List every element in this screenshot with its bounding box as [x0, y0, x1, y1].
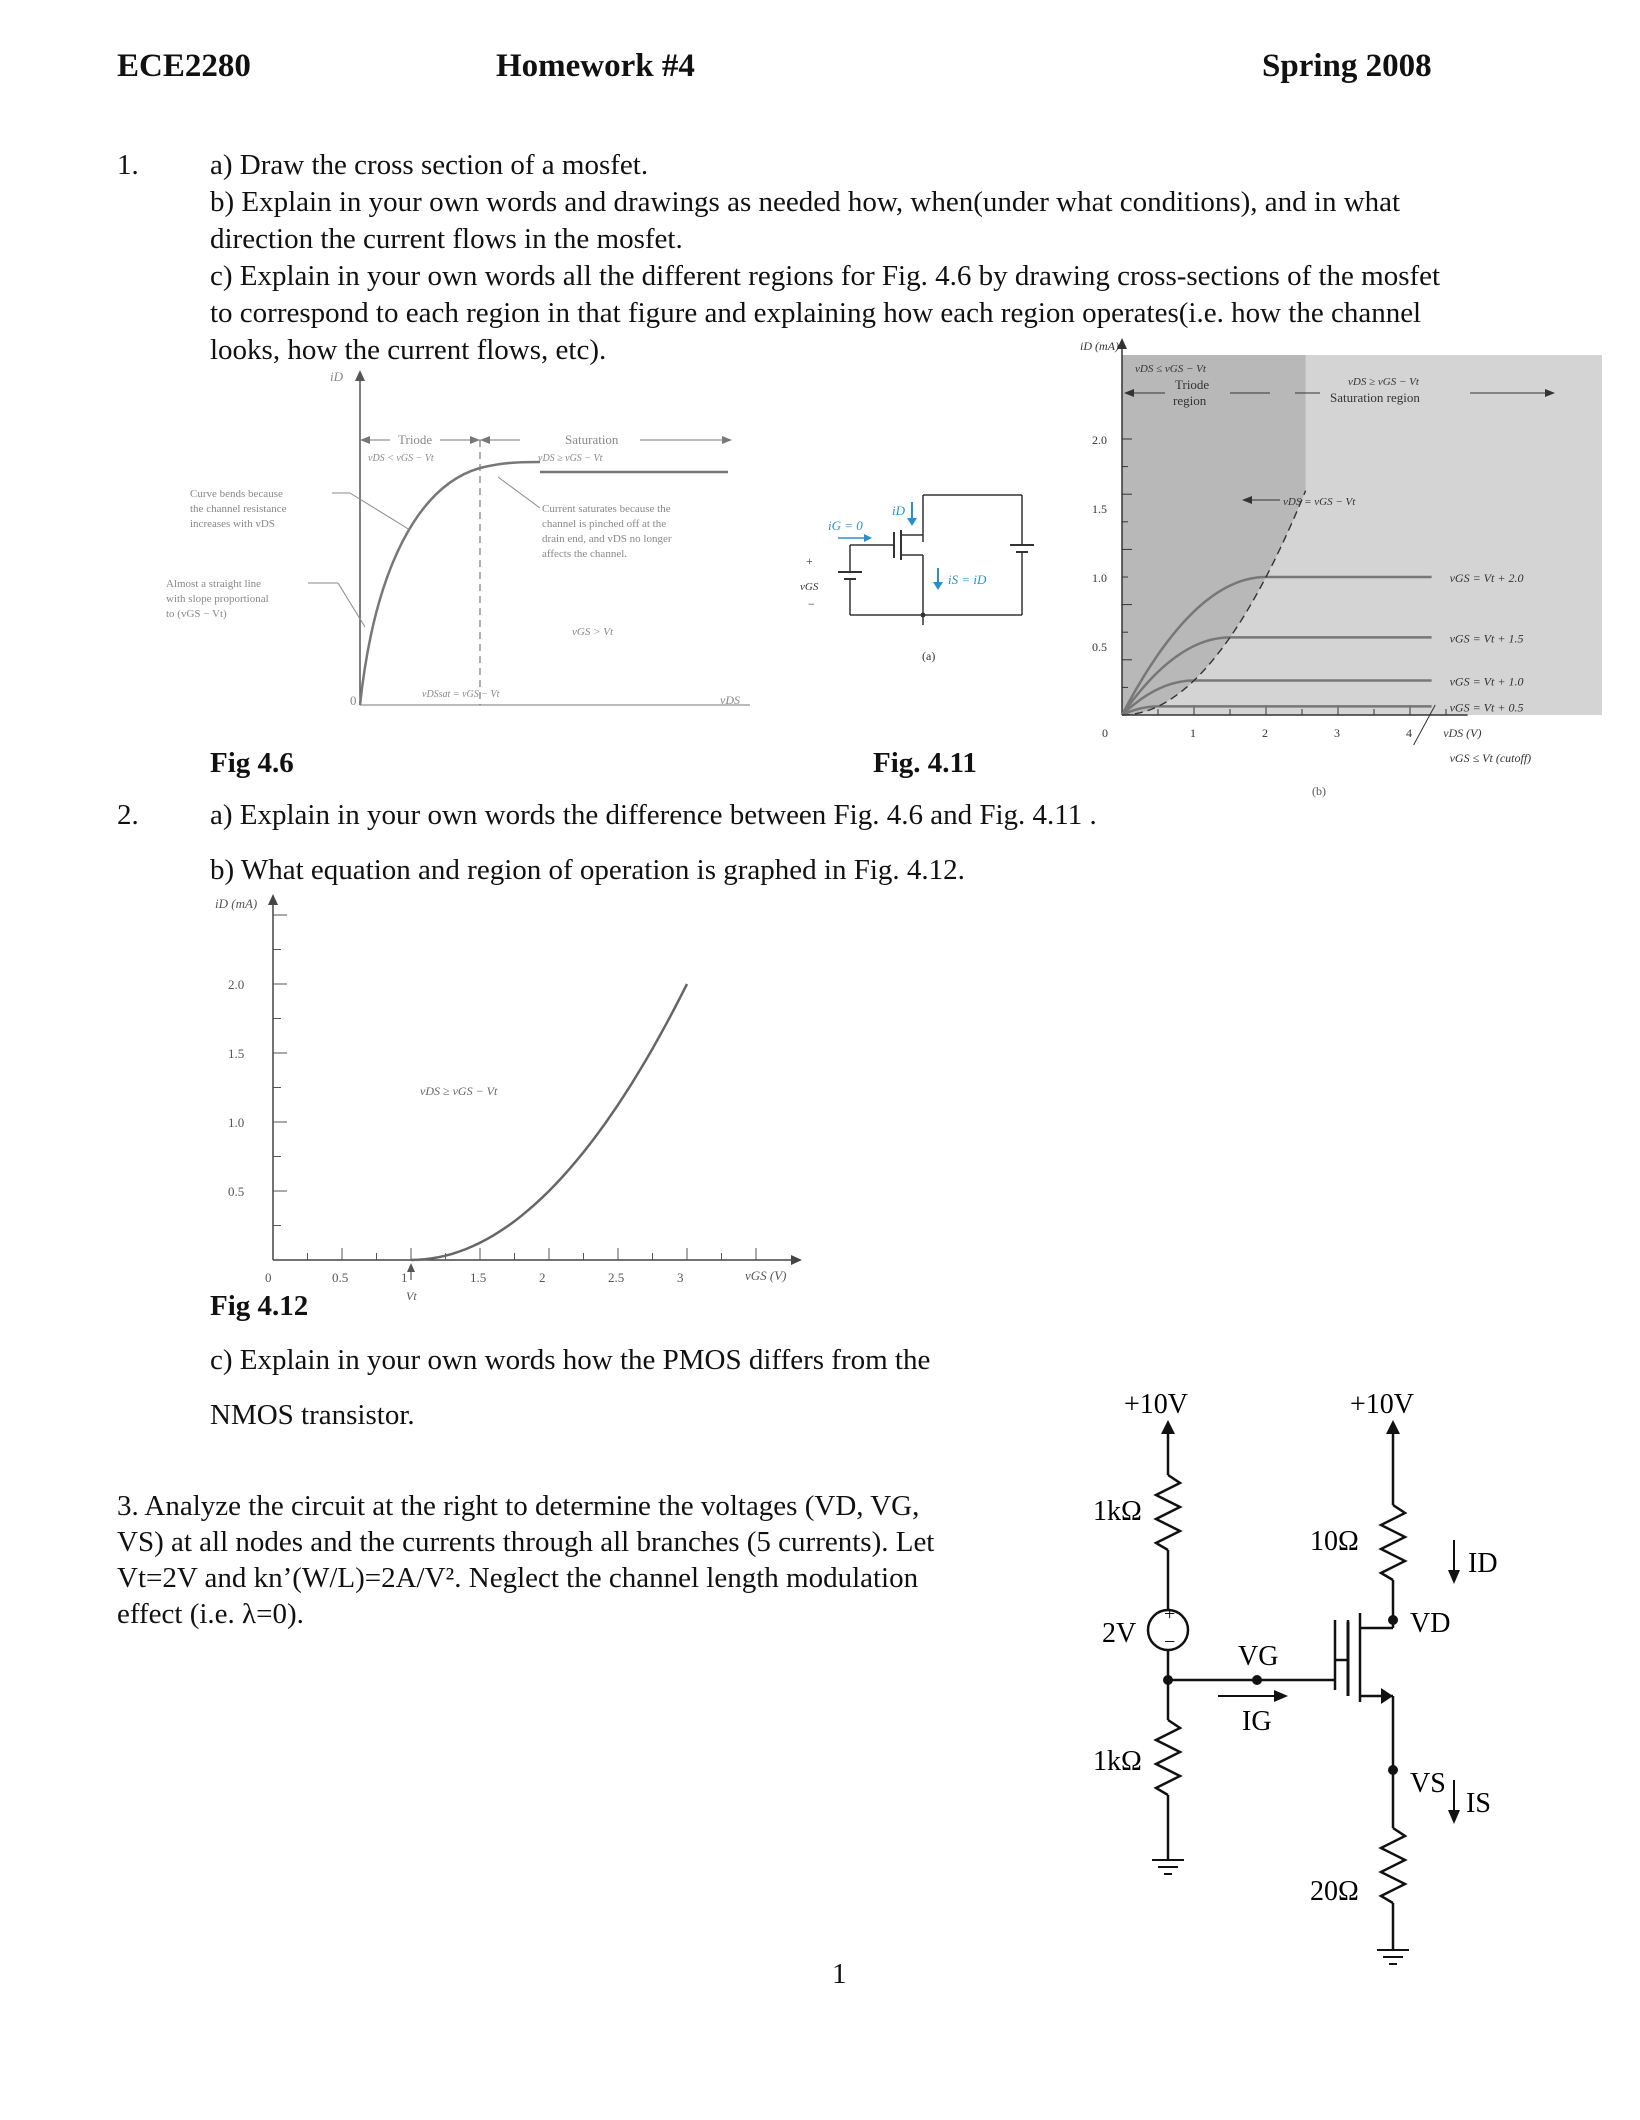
q2-part-b: b) What equation and region of operation is graphed in Fig. 4.12. — [210, 854, 965, 886]
fig411b-x-tick-label: 3 — [1334, 726, 1340, 740]
homework-title: Homework #4 — [496, 48, 695, 84]
fig412-region-label: vDS ≥ vGS − Vt — [420, 1084, 498, 1098]
q1-part-c-line3: looks, how the current flows, etc). — [210, 334, 607, 366]
fig411b-curve-label: vGS = Vt + 1.5 — [1449, 631, 1524, 646]
fig411b-triode-region: region — [1173, 393, 1207, 408]
fig412-y-tick-label: 2.0 — [228, 977, 245, 992]
fig46-triode-label: Triode — [398, 432, 433, 447]
term: Spring 2008 — [1262, 48, 1432, 84]
course-code: ECE2280 — [117, 48, 251, 84]
fig411b-triode-label: Triode — [1175, 377, 1210, 392]
fig46-triode-condition: vDS < vGS − Vt — [368, 453, 434, 464]
fig411a-minus: − — [808, 597, 815, 611]
fig412-x-tick-label: 3 — [677, 1270, 684, 1285]
fig-4-11b-chart — [1080, 330, 1620, 810]
fig412-x-arrow — [791, 1255, 802, 1265]
fig411b-sat-cond: vDS ≥ vGS − Vt — [1348, 376, 1419, 388]
fig411b-x-tick-label: 1 — [1190, 726, 1196, 740]
q1-part-b-line1: b) Explain in your own words and drawings as needed how, when(under what conditions), and in what — [210, 186, 1401, 218]
fig411b-y-tick-label: 1.5 — [1092, 502, 1107, 516]
fig-4-6-caption: Fig 4.6 — [210, 747, 294, 779]
vd-label: VD — [1410, 1608, 1451, 1639]
fig411b-x-tick-label: 4 — [1406, 726, 1412, 740]
q1-part-b-line2: direction the current flows in the mosfet. — [210, 223, 683, 255]
vdd-left-label: +10V — [1124, 1389, 1189, 1420]
fig412-x-tick-label: 1.5 — [470, 1270, 487, 1285]
fig-4-11-caption: Fig. 4.11 — [873, 747, 977, 779]
fig46-vdsat-label: vDSsat = vGS − Vt — [422, 689, 500, 700]
q2-part-c-line2: NMOS transistor. — [210, 1399, 415, 1431]
fig46-note-saturation: Current saturates because the channel is pinched off at the drain end, and vDS no longer affects the channel. — [542, 503, 672, 560]
q3-line3: Vt=2V and kn’(W/L)=2A/V². Neglect the channel length modulation — [117, 1562, 919, 1594]
fig411b-plot — [1080, 338, 1602, 798]
r2-label: 1kΩ — [1093, 1746, 1142, 1777]
fig412-y-arrow — [268, 894, 278, 905]
fig411b-y-tick-label: 0.5 — [1092, 640, 1107, 654]
fig-4-6-diagram — [160, 365, 760, 715]
fig46-y-label: iD — [330, 369, 343, 384]
fig412-x-label: vGS (V) — [745, 1268, 787, 1283]
fig411b-triode-cond: vDS ≤ vGS − Vt — [1135, 363, 1206, 375]
vg-label: VG — [1238, 1641, 1279, 1672]
fig411a-vgs-label: vGS — [800, 581, 819, 593]
fig411b-y-tick-label: 2.0 — [1092, 433, 1107, 447]
fig411b-curve-label: vGS = Vt + 0.5 — [1449, 700, 1524, 715]
vsrc-minus: − — [1164, 1631, 1176, 1653]
q1-part-c-line1: c) Explain in your own words all the different regions for Fig. 4.6 by drawing cross-sections of the mosfet — [210, 260, 1441, 292]
fig412-y-tick-label: 0.5 — [228, 1184, 245, 1199]
fig411b-curve-label: vGS = Vt + 2.0 — [1449, 571, 1524, 585]
q3-line4: effect (i.e. λ=0). — [117, 1598, 304, 1630]
fig46-saturation-condition: vDS ≥ vGS − Vt — [538, 453, 603, 464]
r1-label: 1kΩ — [1093, 1496, 1142, 1527]
vdd-right-label: +10V — [1350, 1389, 1415, 1420]
rd-label: 10Ω — [1310, 1526, 1359, 1557]
fig412-vt-arrow — [407, 1263, 415, 1272]
fig412-x-tick-label: 1 — [401, 1270, 408, 1285]
fig412-vt-label: Vt — [406, 1289, 417, 1303]
fig412-x-tick-label: 0.5 — [332, 1270, 349, 1285]
fig411b-x-label: vDS (V) — [1443, 726, 1482, 740]
fig46-x-label: vDS — [720, 693, 740, 707]
fig412-y-label: iD (mA) — [215, 896, 258, 911]
fig46-note-straight: Almost a straight line with slope proportional to (vGS − Vt) — [166, 578, 269, 620]
fig-4-12-caption: Fig 4.12 — [210, 1290, 309, 1322]
q3-circuit — [1080, 1380, 1610, 2000]
fig412-y-tick-label: 1.0 — [228, 1115, 245, 1130]
fig412-x-tick-label: 2.5 — [608, 1270, 625, 1285]
q1-part-c-line2: to correspond to each region in that figure and explaining how each region operates(i.e. how the channel — [210, 297, 1422, 329]
is-label: IS — [1466, 1788, 1491, 1819]
fig46-vgs-condition: vGS > Vt — [572, 626, 614, 638]
vs-label: VS — [1410, 1768, 1446, 1799]
fig411b-cutoff-label: vGS ≤ Vt (cutoff) — [1449, 751, 1532, 765]
q2-part-c-line1: c) Explain in your own words how the PMOS differs from the — [210, 1344, 931, 1376]
fig411a-sub-label: (a) — [922, 649, 936, 663]
fig411b-sat-label: Saturation region — [1330, 390, 1420, 405]
fig411a-is-label: iS = iD — [948, 572, 987, 587]
fig411b-y-label: iD (mA) — [1080, 339, 1119, 353]
fig46-note-bend: Curve bends because the channel resistance increases with vDS — [190, 488, 287, 530]
fig411b-origin: 0 — [1102, 726, 1108, 740]
fig411a-plus: + — [806, 554, 813, 568]
q3-line2: VS) at all nodes and the currents through all branches (5 currents). Let — [117, 1526, 935, 1558]
fig412-origin: 0 — [265, 1270, 272, 1285]
fig46-origin: 0 — [350, 693, 357, 708]
fig412-x-tick-label: 2 — [539, 1270, 546, 1285]
fig411a-id-label: iD — [892, 503, 905, 518]
id-label: ID — [1468, 1548, 1498, 1579]
vsrc-label: 2V — [1102, 1618, 1137, 1649]
q3-line1: 3. Analyze the circuit at the right to determine the voltages (VD, VG, — [117, 1490, 920, 1522]
ig-label: IG — [1242, 1706, 1272, 1737]
q2-part-a: a) Explain in your own words the difference between Fig. 4.6 and Fig. 4.11 . — [210, 799, 1097, 831]
page-number: 1 — [832, 1958, 847, 1990]
fig-4-11a-circuit — [790, 480, 1050, 670]
q2-number: 2. — [117, 799, 139, 831]
fig-4-12-chart — [210, 890, 830, 1320]
fig411b-sub-label: (b) — [1312, 784, 1326, 798]
rs-label: 20Ω — [1310, 1876, 1359, 1907]
fig412-plot — [215, 894, 802, 1303]
fig46-saturation-label: Saturation — [565, 432, 619, 447]
vsrc-plus: + — [1164, 1603, 1176, 1625]
fig411b-y-tick-label: 1.0 — [1092, 571, 1107, 585]
fig411b-curve-label: vGS = Vt + 1.0 — [1449, 674, 1524, 689]
fig412-y-tick-label: 1.5 — [228, 1046, 245, 1061]
fig411b-boundary-label: vDS = vGS − Vt — [1283, 496, 1356, 508]
fig411b-x-tick-label: 2 — [1262, 726, 1268, 740]
fig412-curve — [411, 984, 687, 1260]
fig411a-ig-label: iG = 0 — [828, 518, 863, 533]
q1-number: 1. — [117, 149, 139, 181]
q1-part-a: a) Draw the cross section of a mosfet. — [210, 149, 649, 181]
